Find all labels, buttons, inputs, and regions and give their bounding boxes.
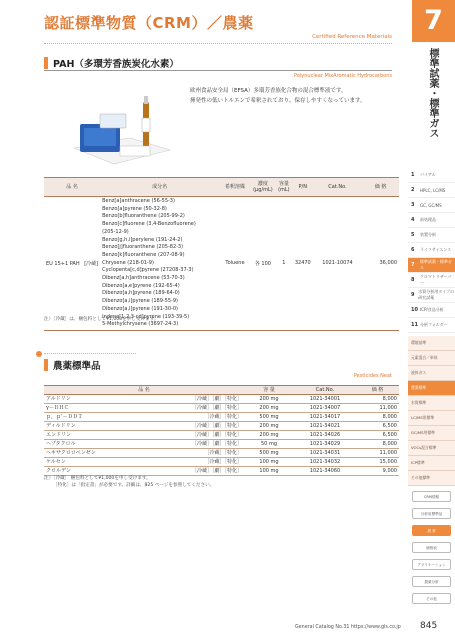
component: Indeno[1,2,3-cd]pyrene (193-39-5) <box>102 313 190 320</box>
component: Benz[a]anthracene (56-55-3) <box>102 198 175 204</box>
quick-links <box>408 491 455 610</box>
pesticide-title: 農薬標準品 <box>53 361 101 372</box>
price-cell: 11,000 <box>356 404 399 413</box>
col-header-name: 品 名 <box>44 178 100 197</box>
volume-cell: 100 mg <box>244 467 294 476</box>
chapter-tab[interactable]: 7 <box>412 0 455 42</box>
col-header-price: 価 格 <box>362 178 399 197</box>
price-cell: 6,500 <box>356 431 399 440</box>
col-header-volume: 容量 (mL) <box>275 178 293 197</box>
price-cell: 9,000 <box>356 467 399 476</box>
section-rule <box>44 70 392 71</box>
table-row <box>44 449 399 458</box>
table-row <box>44 422 399 431</box>
product-tags: ［冷蔵］［特化］ <box>144 458 244 467</box>
nav-item-9[interactable]: 9 水質分析用タイプの研究試薬 <box>408 288 455 303</box>
concentration-cell: 各 100 <box>251 197 275 331</box>
pesticide-table <box>44 385 399 476</box>
cat-cell: 1021-34017 <box>294 413 356 422</box>
col-header-concentration: 濃度 (μg/mL) <box>251 178 275 197</box>
nav-item-2[interactable]: 2 HPLC, LC/MS <box>408 183 455 198</box>
cat-cell: 1021-10074 <box>313 197 363 331</box>
product-tags: ［冷蔵］［劇］［特化］ <box>144 422 244 431</box>
sub-nav-item[interactable]: 元素混合／単体 <box>408 351 455 366</box>
volume-cell: 500 mg <box>244 413 294 422</box>
col-header-cat: Cat.No. <box>313 178 363 197</box>
table-row <box>44 413 399 422</box>
table-row <box>44 431 399 440</box>
price-cell: 8,000 <box>356 440 399 449</box>
chapter-nav <box>408 168 455 333</box>
quick-link[interactable]: アプリケーション <box>412 559 451 570</box>
pesticide-subtitle-en: Pesticides Neat <box>353 373 392 379</box>
component: Benzo[b]fluoranthene (205-99-2) <box>102 213 185 220</box>
component: Benzo[k]fluoranthene (207-08-9) <box>102 251 185 258</box>
product-name: ケルセン <box>44 458 144 467</box>
product-image <box>60 88 178 176</box>
volume-cell: 50 mg <box>244 440 294 449</box>
sub-nav-item[interactable]: VOCs混合標準 <box>408 441 455 456</box>
component: Benzo[j]fluoranthene (205-82-3) <box>102 244 184 251</box>
sub-nav-item-active[interactable]: 農薬標準 <box>408 381 455 396</box>
col-header-name: 品 名 <box>44 386 244 395</box>
sub-nav-item[interactable]: GC/MS用標準 <box>408 426 455 441</box>
cat-cell: 1021-34032 <box>294 458 356 467</box>
component: Benzo[g,h,i]perylene (191-24-2) <box>102 236 183 243</box>
table-row <box>44 404 399 413</box>
pah-table <box>44 177 399 331</box>
product-name: ｐ，ｐ’－ＤＤＴ <box>44 413 144 422</box>
product-tags: ［冷蔵］［特化］ <box>144 449 244 458</box>
quick-link[interactable]: その他 <box>412 593 451 604</box>
page-number: 845 <box>420 621 438 631</box>
cat-cell: 1021-34007 <box>294 404 356 413</box>
nav-item-8[interactable]: 8 クロマトリザーバー <box>408 273 455 288</box>
product-name: エンドリン <box>44 431 144 440</box>
header <box>0 0 412 46</box>
component: Benzo[a]pyrene (50-32-8) <box>102 205 167 212</box>
components-cell <box>100 197 219 331</box>
product-name-cell <box>44 197 100 331</box>
col-header-components: 成分名 <box>100 178 219 197</box>
nav-item-6[interactable]: 6 ライフサイエンス <box>408 243 455 258</box>
pah-subtitle-en: Polynuclear MixAromatic Hydrocarbons <box>294 73 392 79</box>
volume-cell: 200 mg <box>244 422 294 431</box>
price-cell: 36,000 <box>362 197 399 331</box>
col-header-volume: 容 量 <box>244 386 294 395</box>
pah-description-2: 揮発性の低いトルエンで希釈されており、保存しやすくなっています。 <box>190 98 366 104</box>
sub-nav-item[interactable]: LC/MS用標準 <box>408 411 455 426</box>
component: 5-Methylchrysene (3697-24-3) <box>102 321 179 328</box>
sub-nav-item[interactable]: その他標準 <box>408 471 455 486</box>
storage-tag: [冷蔵] <box>84 260 99 267</box>
product-tags: ［冷蔵］［劇］［特化］ <box>144 404 244 413</box>
sub-nav-item[interactable]: 環境基準 <box>408 336 455 351</box>
product-name: クロルデン <box>44 467 144 476</box>
sub-nav <box>408 336 455 486</box>
price-cell: 15,000 <box>356 458 399 467</box>
pah-section-heading <box>44 56 179 70</box>
price-cell: 8,000 <box>356 413 399 422</box>
cat-cell: 1021-34029 <box>294 440 356 449</box>
nav-item-5[interactable]: 5 装置分析 <box>408 228 455 243</box>
price-cell: 11,000 <box>356 449 399 458</box>
component: Dibenzo[a,e]pyrene (192-65-4) <box>102 282 180 289</box>
component: Dibenz[a,h]anthracene (53-70-3) <box>102 275 185 282</box>
page-title: 認証標準物質（CRM）／農薬 <box>44 14 254 32</box>
col-header-pn: P/N <box>293 178 313 197</box>
nav-item-10[interactable]: 10 ICP/食品分析 <box>408 303 455 318</box>
col-header-price: 価 格 <box>356 386 399 395</box>
pah-title: PAH（多環芳香族炭化水素） <box>53 59 179 70</box>
col-header-solvent: 希釈溶媒 <box>219 178 251 197</box>
product-tags: ［冷蔵］［劇］［特化］ <box>144 440 244 449</box>
section-rule <box>44 353 136 354</box>
cat-cell: 1021-34026 <box>294 431 356 440</box>
pah-description-1: 欧州食品安全局（EFSA）多環芳香族化合物の混合標準液です。 <box>190 88 347 94</box>
product-tags: ［冷蔵］［劇］［特化］ <box>144 431 244 440</box>
pesticide-note-1: 注）［冷蔵］ 梱包料として¥1,000を申し受けます。 <box>44 476 151 481</box>
quick-link[interactable]: 分析用標準品 <box>412 508 451 519</box>
product-name: ヘプタクロル <box>44 440 144 449</box>
component: Dibenzo[a,l]pyrene (191-30-0) <box>102 305 178 312</box>
product-tags: ［冷蔵］［劇］［特化］ <box>144 395 244 404</box>
pesticide-note-2: ［特化］は「指定書」が必要です。詳細は、825 ページを参照してください。 <box>53 483 215 488</box>
quick-link[interactable]: 価格表 <box>412 542 451 553</box>
quick-link[interactable]: CRM情報 <box>412 491 451 502</box>
product-name: ディルドリン <box>44 422 144 431</box>
quick-link[interactable]: 農薬分析 <box>412 576 451 587</box>
sub-nav-item[interactable]: 液体ガス <box>408 366 455 381</box>
volume-cell: 200 mg <box>244 431 294 440</box>
pesticide-section-heading <box>44 358 101 372</box>
price-cell: 6,500 <box>356 422 399 431</box>
component: Chrysene (218-01-9) <box>102 259 154 266</box>
table-row <box>44 197 399 331</box>
nav-item-7[interactable]: 7 標準試薬・標準ガス <box>408 258 455 273</box>
product-name: ヘキサクロロベンゼン <box>44 449 144 458</box>
table-row <box>44 395 399 404</box>
volume-cell: 200 mg <box>244 395 294 404</box>
product-name: γ－ＢＨＣ <box>44 404 144 413</box>
price-cell: 8,000 <box>356 395 399 404</box>
table-row <box>44 440 399 449</box>
nav-item-4[interactable]: 4 前処理品 <box>408 213 455 228</box>
nav-item-3[interactable]: 3 GC, GC/MS <box>408 198 455 213</box>
col-header-cat: Cat.No. <box>294 386 356 395</box>
quick-link-active[interactable]: 農 薬 <box>412 525 451 536</box>
component: Dibenzo[a,h]pyrene (189-64-0) <box>102 290 180 297</box>
volume-cell: 1 <box>275 197 293 331</box>
section-marker <box>44 57 48 69</box>
component: (205-12-9) <box>102 228 129 235</box>
cat-cell: 1021-34060 <box>294 467 356 476</box>
component: Dibenzo[a,i]pyrene (189-55-9) <box>102 298 178 305</box>
cat-cell: 1021-34031 <box>294 449 356 458</box>
product-name: EU 15+1 PAH <box>46 260 80 267</box>
chapter-vertical-title: 標準試薬・標準ガス <box>427 48 438 138</box>
sub-nav-item[interactable]: 水質標準 <box>408 396 455 411</box>
cat-cell: 1021-34021 <box>294 422 356 431</box>
component: Benzo[c]fluorene (3,4-Benzofluorene) <box>102 221 196 228</box>
volume-cell: 200 mg <box>244 404 294 413</box>
sub-nav-item[interactable]: ICP標準 <box>408 456 455 471</box>
volume-cell: 100 mg <box>244 458 294 467</box>
section-dot <box>36 351 42 357</box>
product-name: アルドリン <box>44 395 144 404</box>
footer-text: General Catalog No.31 https://www.gls.co.jp <box>295 625 401 630</box>
cat-cell: 1021-34001 <box>294 395 356 404</box>
solvent-cell: Toluene <box>219 197 251 331</box>
nav-item-11[interactable]: 11 分析フォルダー <box>408 318 455 333</box>
nav-item-1[interactable]: 1 バイアル <box>408 168 455 183</box>
pn-cell: 32470 <box>293 197 313 331</box>
volume-cell: 500 mg <box>244 449 294 458</box>
section-marker <box>44 359 48 371</box>
pah-note: 注）［冷蔵］は、梱包料として¥1,000を申し受けます。 <box>44 317 159 322</box>
header-divider <box>44 43 392 44</box>
product-tags: ［冷蔵］［特化］ <box>144 413 244 422</box>
page-subtitle: Certified Reference Materials <box>312 34 392 40</box>
component: Cyclopenta[c,d]pyrene (27208-37-3) <box>102 267 194 274</box>
product-tags: ［冷蔵］［劇］［特化］ <box>144 467 244 476</box>
table-row <box>44 458 399 467</box>
